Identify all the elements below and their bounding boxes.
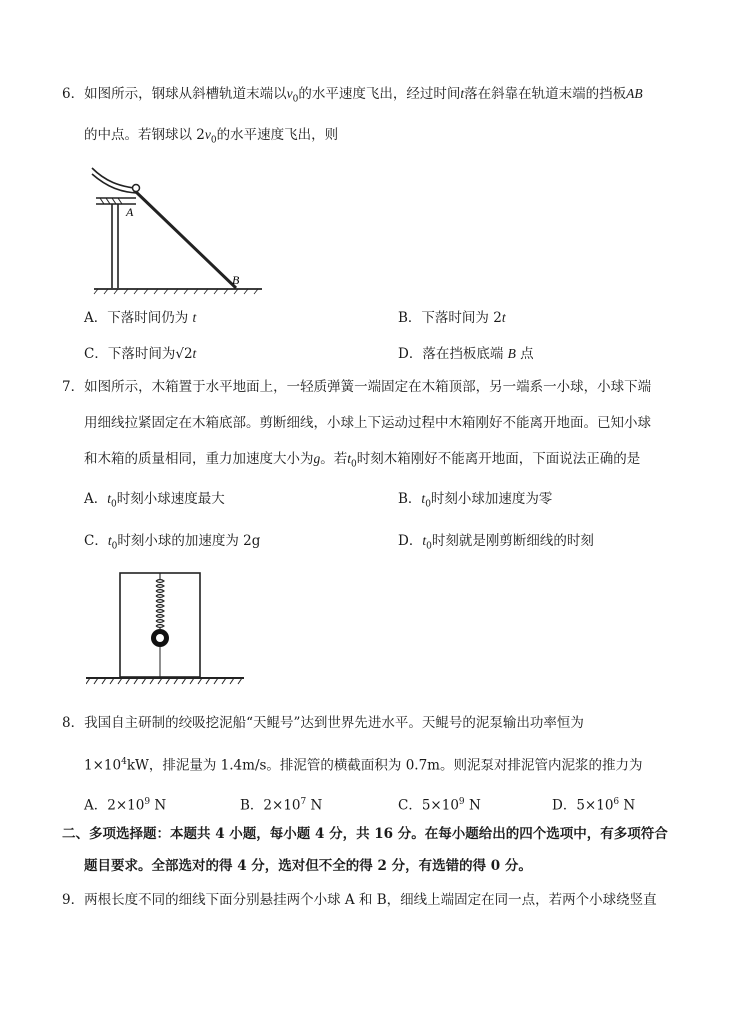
steel-ball [133, 185, 140, 192]
q7-option-d: D．$t_0$时刻就是刚剪断细线的时刻 [398, 533, 594, 552]
q8-stem-line1: 8．我国自主研制的绞吸挖泥船“天鲲号”达到世界先进水平。天鲲号的泥泵输出功率恒为 [62, 715, 584, 731]
q7-box-figure [86, 567, 246, 695]
point-b-label: B [232, 273, 240, 287]
q7-stem-line3: 和木箱的质量相同，重力加速度大小为g。若$t_0$时刻木箱刚好不能离开地面，下面说法正确的是 [84, 451, 641, 470]
q7-option-a: A．$t_0$时刻小球速度最大 [84, 491, 225, 510]
q7-stem-line1: 7．如图所示，木箱置于水平地面上，一轻质弹簧一端固定在木箱顶部，另一端系一小球，小球下端 [62, 379, 652, 395]
spring [156, 573, 164, 630]
q6-option-a: A．下落时间仍为 t [84, 310, 197, 326]
q6-stem-line2: 的中点。若钢球以 $2v_0$的水平速度飞出，则 [84, 127, 339, 146]
q8-option-a: A．$2\times 10^9$ N [84, 797, 167, 814]
q6-ramp-figure [86, 160, 276, 300]
q7-option-c: C．$t_0$时刻小球的加速度为 2g [84, 533, 261, 552]
section2-heading-line1: 二、多项选择题：本题共 4 小题，每小题 4 分，共 16 分。在每小题给出的四个选项中，有多项符合 [62, 826, 668, 842]
q7-stem-line2: 用细线拉紧固定在木箱底部。剪断细线，小球上下运动过程中木箱刚好不能离开地面。已知小球 [84, 415, 651, 431]
q6-option-b: B．下落时间为 2t [398, 310, 506, 326]
section2-heading-line2: 题目要求。全部选对的得 4 分，选对但不全的得 2 分，有选错的得 0 分。 [84, 858, 532, 874]
q6-stem-line1: 6．如图所示，钢球从斜槽轨道末端以$v_0$的水平速度飞出，经过时间t落在斜靠在轨道末端的挡板AB [62, 86, 643, 105]
q8-option-d: D．$5\times 10^6$ N [552, 797, 636, 814]
q9-stem-line1: 9．两根长度不同的细线下面分别悬挂两个小球 A 和 B，细线上端固定在同一点，若两个小球绕竖直 [62, 892, 657, 908]
point-a-label: A [126, 205, 134, 219]
q8-option-c: C．$5\times 10^9$ N [398, 797, 481, 814]
q6-option-c: C．下落时间为√2t [84, 346, 197, 362]
q7-option-b: B．$t_0$时刻小球加速度为零 [398, 491, 553, 510]
q6-option-d: D．落在挡板底端 B 点 [398, 346, 534, 362]
q8-option-b: B．$2\times 10^7$ N [240, 797, 323, 814]
q8-stem-line2: $1\times 10^4kW$，排泥量为 1.4m/s。排泥管的横截面积为 0.7m。则泥泵对排泥管内泥浆的推力为 [84, 757, 643, 774]
